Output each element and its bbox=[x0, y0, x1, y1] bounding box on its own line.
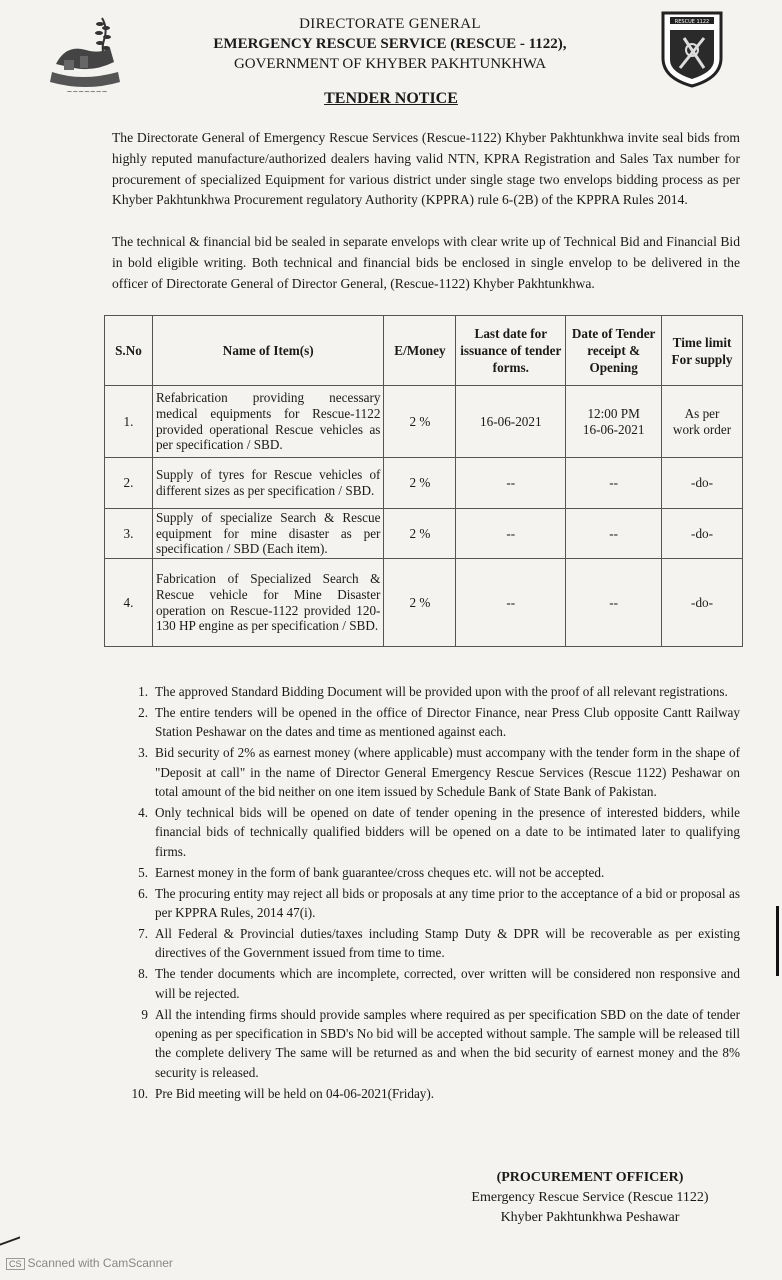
cell-sno: 2. bbox=[105, 458, 153, 509]
signature-title: (PROCUREMENT OFFICER) bbox=[496, 1170, 684, 1185]
list-item bbox=[120, 924, 740, 963]
intro-paragraph-2: The technical & financial bid be sealed in separate envelops with clear write up of Technical Bid and Financial Bid in bold eligible writing. Both technical and financial bids be enclosed in single envelop to be delivered in the officer of Directorate General of Director General, (Rescue-1122) Khyber Pakhtunkhwa. bbox=[112, 234, 740, 291]
svg-text:~~~~~~~: ~~~~~~~ bbox=[66, 88, 108, 96]
cell-item-name: Refabrication providing necessary medical equipments for Rescue-1122 provided operational Rescue vehicles as per specification / SBD. bbox=[152, 386, 384, 458]
letterhead bbox=[160, 14, 620, 74]
term-text: Earnest money in the form of bank guarantee/cross cheques etc. will not be accepted. bbox=[155, 864, 605, 880]
header-line-2: EMERGENCY RESCUE SERVICE (RESCUE - 1122), bbox=[213, 36, 567, 52]
term-number: 9 bbox=[141, 1006, 148, 1022]
cell-emoney: 2 % bbox=[384, 458, 456, 509]
column-header-time-limit: Time limit For supply bbox=[662, 316, 743, 386]
cell-sno: 1. bbox=[105, 386, 153, 458]
term-text: All Federal & Provincial duties/taxes including Stamp Duty & DPR will be recoverable as per existing directives of the Government issued from time to time. bbox=[155, 925, 740, 961]
term-number: 4. bbox=[138, 804, 148, 820]
rescue-1122-shield-logo bbox=[660, 10, 724, 88]
cell-tender-date: -- bbox=[566, 458, 662, 509]
cell-item-name: Fabrication of Specialized Search & Rescue vehicle for Mine Disaster operation on Rescue-1122 provided 120-130 HP engine as per specification / SBD. bbox=[152, 559, 384, 647]
list-item bbox=[120, 1005, 740, 1083]
cell-tender-date: -- bbox=[566, 509, 662, 559]
term-number: 8. bbox=[138, 966, 148, 982]
cell-last-date: -- bbox=[456, 559, 566, 647]
term-text: All the intending firms should provide samples where required as per specification SBD on the date of tender opening as per specification in SBD's No bid will be accepted without sample. The sample will be released till the complete delivery The same will be returned as and when the bid security of earnest money and the 8% security is released. bbox=[155, 1006, 740, 1080]
term-text: Only technical bids will be opened on date of tender opening in the presence of interested bidders, while financial bids of technically qualified bidders will be opened on a date to be intimated later to qualifying firms. bbox=[155, 804, 740, 859]
camscanner-watermark bbox=[6, 1256, 173, 1270]
column-header-tender-date: Date of Tender receipt & Opening bbox=[566, 316, 662, 386]
cell-last-date: -- bbox=[456, 509, 566, 559]
watermark-text: Scanned with CamScanner bbox=[27, 1256, 173, 1270]
cell-emoney: 2 % bbox=[384, 559, 456, 647]
scan-edge-mark bbox=[776, 906, 779, 976]
term-text: The tender documents which are incomplete, corrected, over written will be considered non responsive and will be rejected. bbox=[155, 966, 740, 1001]
cell-tender-date bbox=[566, 386, 662, 458]
header-line-3: GOVERNMENT OF KHYBER PAKHTUNKHWA bbox=[233, 56, 547, 72]
intro-paragraph-1: The Directorate General of Emergency Rescue Services (Rescue-1122) Khyber Pakhtunkhwa invite seal bids from highly reputed manufacture/authorized dealers having valid NTN, KPRA Registration and Sales Tax number for procurement of specialized Equipment for various district under single stage two envelops bidding process as per Khyber Pakhtunkhwa Procurement regulatory Authority (KPPRA) rule 6-(2B) of the KPPRA Rules 2014. bbox=[112, 130, 740, 208]
cell-item-name: Supply of tyres for Rescue vehicles of different sizes as per specification / SBD. bbox=[152, 458, 384, 509]
page-title: TENDER NOTICE bbox=[324, 90, 458, 107]
list-item bbox=[120, 743, 740, 801]
table-header-row bbox=[105, 316, 743, 386]
tender-time: 12:00 PM bbox=[587, 405, 640, 421]
term-number: 6. bbox=[138, 885, 148, 901]
cell-emoney: 2 % bbox=[384, 509, 456, 559]
term-text: Bid security of 2% as earnest money (where applicable) must accompany with the tender form in the shape of "Deposit at call" in the name of Director General Emergency Rescue Services (Rescue 1122) Peshawar on total amount of the bid neither on one item issued by Schedule Bank of State Bank of Pakistan. bbox=[155, 745, 740, 800]
term-number: 1. bbox=[138, 684, 148, 699]
term-text: The procuring entity may reject all bids or proposals at any time prior to the acceptance of a bid or proposal as per KPPRA Rules, 2014 47(i). bbox=[155, 885, 740, 920]
cell-last-date: 16-06-2021 bbox=[456, 386, 566, 458]
term-text: Pre Bid meeting will be held on 04-06-2021(Friday). bbox=[155, 1085, 435, 1101]
term-number: 2. bbox=[138, 704, 148, 720]
table-row bbox=[105, 458, 743, 509]
list-item bbox=[120, 803, 740, 861]
cell-last-date: -- bbox=[456, 458, 566, 509]
list-item bbox=[120, 682, 740, 701]
term-text: The entire tenders will be opened in the office of Director Finance, near Press Club opposite Cantt Railway Station Peshawar on the dates and time as mentioned against each. bbox=[155, 704, 740, 740]
column-header-emoney: E/Money bbox=[384, 316, 456, 386]
cell-item-name: Supply of specialize Search & Rescue equipment for mine disaster as per specification / SBD (Each item). bbox=[152, 509, 384, 559]
table-row bbox=[105, 509, 743, 559]
term-number: 5. bbox=[138, 864, 148, 880]
cell-time-limit bbox=[662, 386, 743, 458]
signature-org: Emergency Rescue Service (Rescue 1122) bbox=[471, 1190, 709, 1205]
header-line-1: DIRECTORATE GENERAL bbox=[299, 16, 481, 32]
scan-corner-mark bbox=[0, 1236, 20, 1257]
column-header-last-date: Last date for issuance of tender forms. bbox=[456, 316, 566, 386]
list-item bbox=[120, 964, 740, 1003]
time-limit-line-1: As per bbox=[684, 405, 720, 421]
table-row bbox=[105, 559, 743, 647]
cell-time-limit: -do- bbox=[662, 509, 743, 559]
list-item bbox=[120, 1084, 740, 1103]
signature-location: Khyber Pakhtunkhwa Peshawar bbox=[500, 1210, 680, 1225]
table-row bbox=[105, 386, 743, 458]
term-number: 10. bbox=[131, 1085, 148, 1101]
list-item bbox=[120, 863, 740, 882]
svg-text:RESCUE 1122: RESCUE 1122 bbox=[674, 19, 710, 25]
term-number: 3. bbox=[138, 745, 148, 761]
terms-list bbox=[120, 682, 740, 1105]
term-number: 7. bbox=[138, 925, 148, 941]
cell-sno: 3. bbox=[105, 509, 153, 559]
cell-emoney: 2 % bbox=[384, 386, 456, 458]
cell-tender-date: -- bbox=[566, 559, 662, 647]
list-item bbox=[120, 703, 740, 742]
column-header-sno: S.No bbox=[105, 316, 153, 386]
tender-date: 16-06-2021 bbox=[582, 421, 645, 437]
time-limit-line-2: work order bbox=[672, 421, 732, 437]
cell-sno: 4. bbox=[105, 559, 153, 647]
cell-time-limit: -do- bbox=[662, 559, 743, 647]
kp-government-emblem bbox=[44, 14, 130, 98]
column-header-name: Name of Item(s) bbox=[152, 316, 384, 386]
signature-block bbox=[440, 1168, 740, 1228]
list-item bbox=[120, 884, 740, 923]
cell-time-limit: -do- bbox=[662, 458, 743, 509]
term-text: The approved Standard Bidding Document will be provided upon with the proof of all relevant registrations. bbox=[155, 684, 728, 699]
camscanner-logo-icon: CS bbox=[6, 1258, 25, 1270]
tender-items-table bbox=[104, 315, 743, 647]
